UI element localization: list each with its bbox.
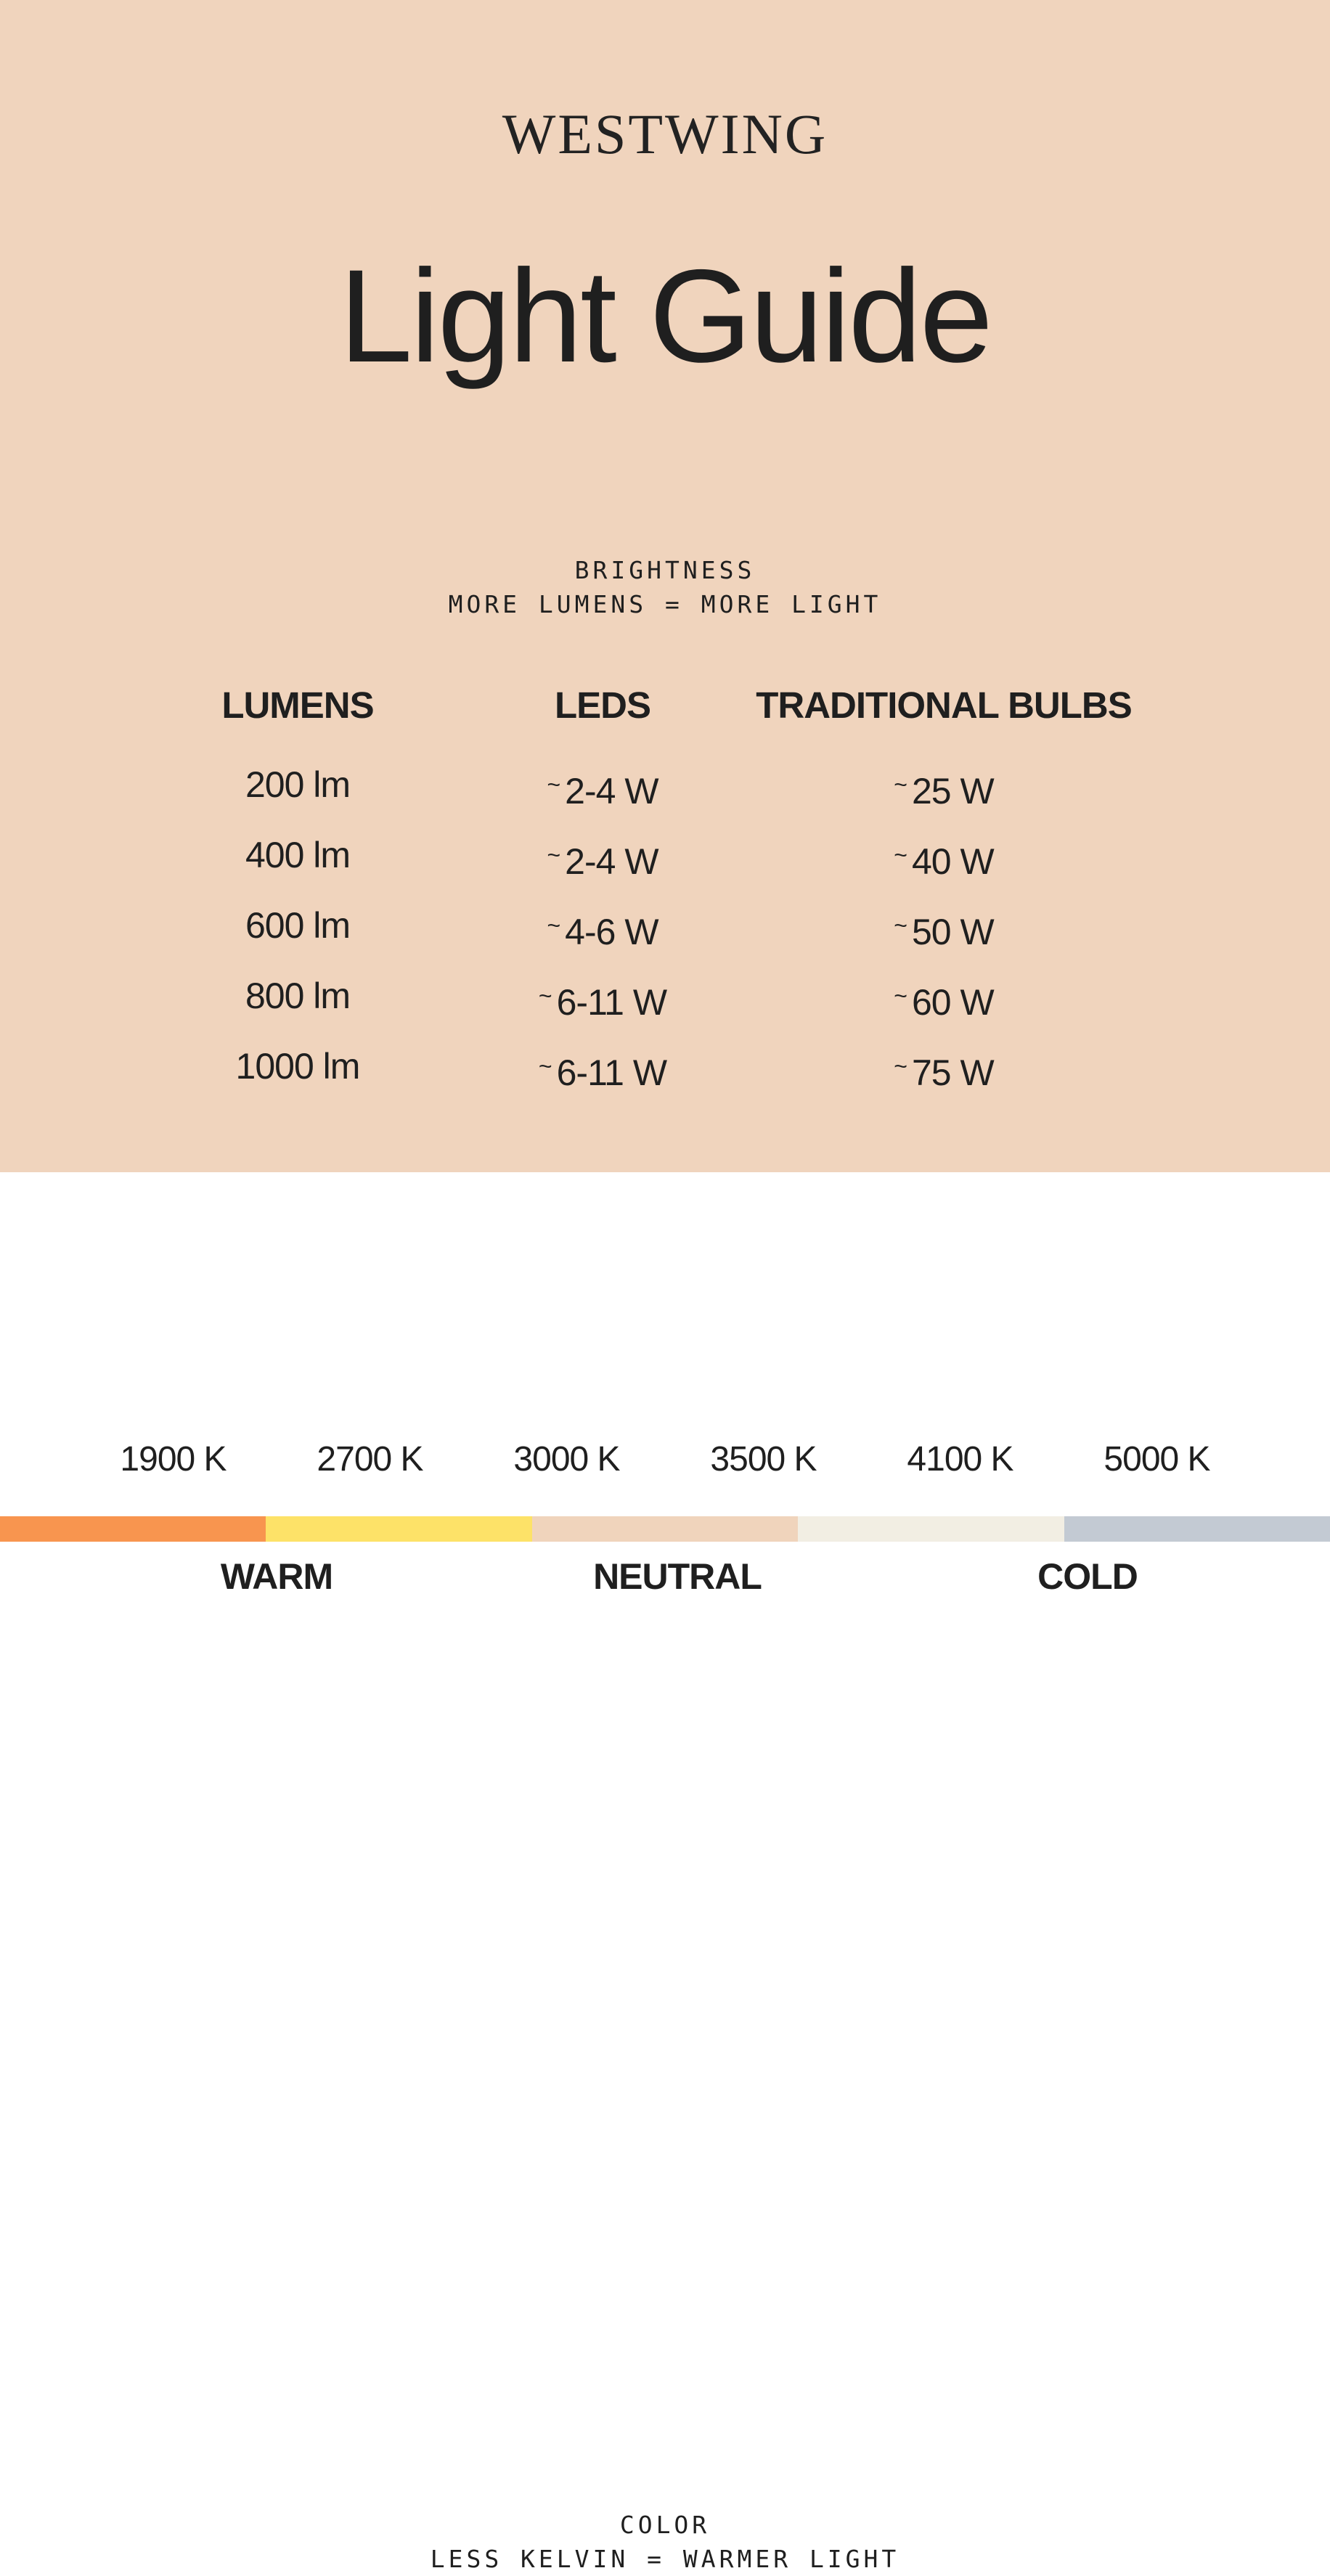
temperature-label-neutral: NEUTRAL	[593, 1556, 762, 1597]
table-row-bulb	[741, 1044, 1147, 1115]
table-row-led	[465, 833, 741, 904]
scale-segment-cold-blue-gray	[1064, 1516, 1330, 1542]
approx-symbol: ~	[547, 772, 560, 798]
bulb-wattage: 50 W	[911, 912, 994, 952]
led-wattage: 4-6 W	[565, 912, 658, 952]
approx-symbol: ~	[894, 1053, 907, 1079]
kelvin-label-3000: 3000 K	[513, 1440, 620, 1479]
bulb-wattage: 25 W	[911, 771, 994, 811]
color-heading	[0, 2508, 1330, 2576]
approx-symbol: ~	[538, 983, 552, 1009]
kelvin-scale-labels	[0, 1439, 1330, 1479]
approx-symbol: ~	[894, 772, 907, 798]
table-row-bulb	[741, 763, 1147, 833]
table-row-led	[465, 763, 741, 833]
table-row-lumens: 1000 lm	[235, 1046, 360, 1087]
brightness-section	[0, 0, 1330, 1172]
table-row-bulb	[741, 974, 1147, 1044]
kelvin-label-1900: 1900 K	[120, 1440, 227, 1479]
temperature-labels	[0, 1555, 1330, 1599]
led-wattage: 6-11 W	[556, 982, 667, 1023]
led-wattage: 2-4 W	[565, 771, 658, 811]
led-wattage: 6-11 W	[556, 1052, 667, 1093]
table-row-led	[465, 974, 741, 1044]
led-wattage: 2-4 W	[565, 841, 658, 882]
table-row-bulb	[741, 833, 1147, 904]
brightness-heading-line1: BRIGHTNESS	[574, 556, 756, 584]
table-row-bulb	[741, 904, 1147, 974]
brightness-heading-line2: MORE LUMENS = MORE LIGHT	[448, 590, 882, 618]
approx-symbol: ~	[547, 842, 560, 868]
kelvin-label-4100: 4100 K	[907, 1440, 1013, 1479]
bulb-wattage: 40 W	[911, 841, 994, 882]
color-heading-line2: LESS KELVIN = WARMER LIGHT	[430, 2545, 900, 2573]
scale-segment-neutral-peach	[532, 1516, 798, 1542]
table-row-led	[465, 904, 741, 974]
kelvin-label-5000: 5000 K	[1103, 1440, 1210, 1479]
approx-symbol: ~	[894, 912, 907, 939]
kelvin-label-3500: 3500 K	[710, 1440, 817, 1479]
scale-segment-warm-yellow	[266, 1516, 531, 1542]
scale-segment-neutral-cream	[798, 1516, 1064, 1542]
lumen-wattage-table	[131, 684, 1147, 1115]
scale-segment-warm-orange	[0, 1516, 266, 1542]
temperature-label-cold: COLD	[1037, 1556, 1138, 1597]
table-row-lumens: 400 lm	[245, 835, 351, 875]
table-row-led	[465, 1044, 741, 1115]
bulb-wattage: 75 W	[911, 1052, 994, 1093]
color-heading-line1: COLOR	[619, 2511, 711, 2539]
brightness-heading	[0, 553, 1330, 621]
temperature-label-warm: WARM	[220, 1556, 333, 1597]
column-header-leds: LEDS	[554, 684, 651, 726]
page-title: Light Guide	[339, 242, 991, 390]
approx-symbol: ~	[538, 1053, 552, 1079]
table-row-lumens: 800 lm	[245, 976, 351, 1016]
approx-symbol: ~	[894, 983, 907, 1009]
color-temperature-section	[0, 1172, 1330, 2573]
color-temperature-scale-bar	[0, 1516, 1330, 1542]
kelvin-label-2700: 2700 K	[317, 1440, 423, 1479]
column-header-lumens: LUMENS	[221, 684, 374, 726]
table-row-lumens: 200 lm	[245, 764, 351, 805]
brand-logo: WESTWING	[502, 102, 828, 165]
bulb-wattage: 60 W	[911, 982, 994, 1023]
column-header-traditional-bulbs: TRADITIONAL BULBS	[756, 684, 1132, 726]
table-row-lumens: 600 lm	[245, 905, 351, 946]
approx-symbol: ~	[547, 912, 560, 939]
approx-symbol: ~	[894, 842, 907, 868]
